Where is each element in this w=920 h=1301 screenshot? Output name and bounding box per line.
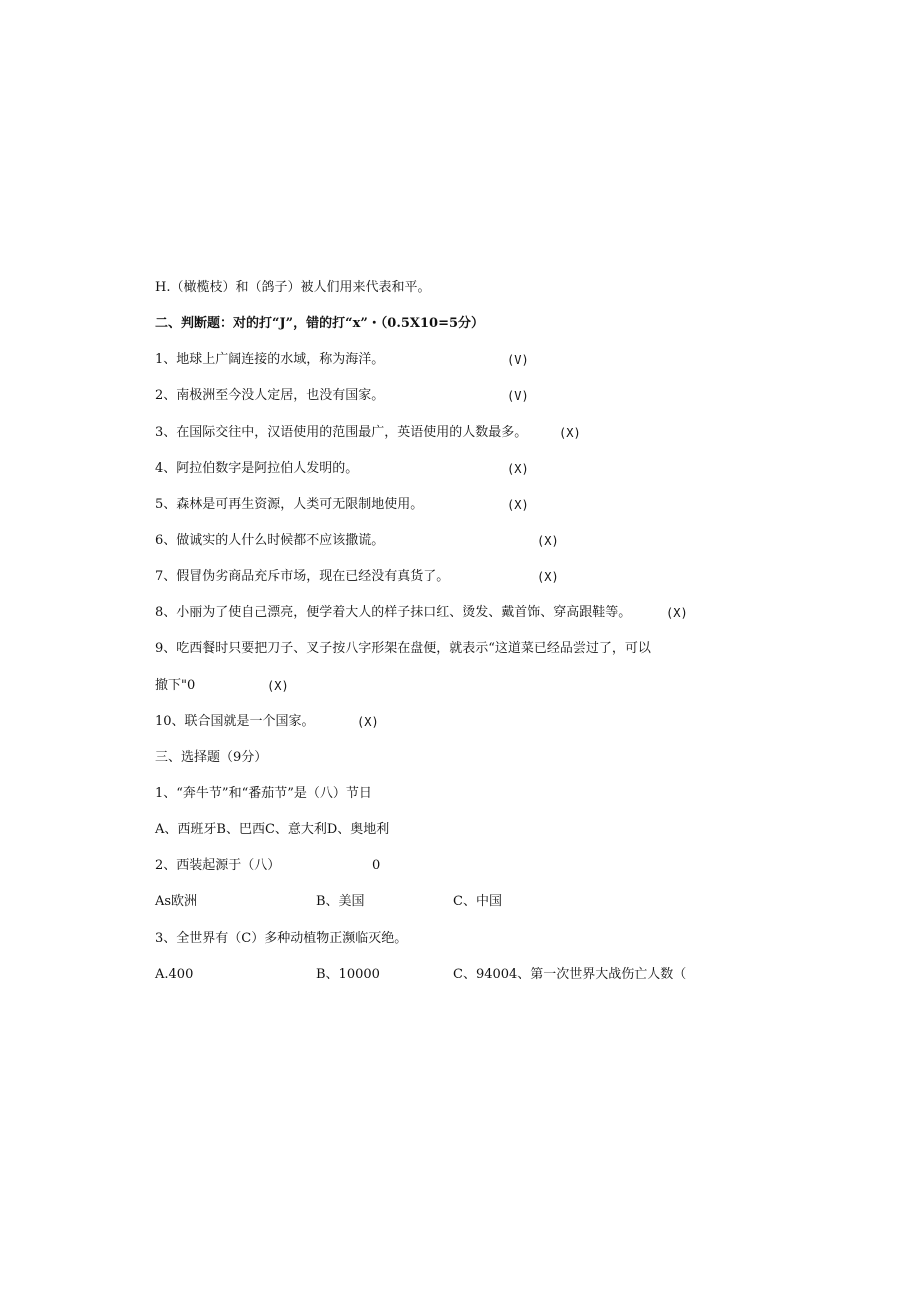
question-h: H.（橄榄枝）和（鸽子）被人们用来代表和平。: [155, 280, 431, 295]
judge-item-4: 4、阿拉伯数字是阿拉伯人发明的。: [155, 461, 359, 476]
judge-item-8: 8、小丽为了使自己漂亮，便学着大人的样子抹口红、烫发、戴首饰、穿高跟鞋等。: [155, 605, 632, 620]
judge-answer-5: (X): [507, 498, 529, 512]
choice-option-3c: C、94004、第一次世界大战伤亡人数（: [453, 967, 687, 982]
choice-question-2: 2、西装起源于（八）: [155, 858, 281, 873]
judge-answer-7: (X): [537, 570, 559, 584]
choice-option-2c: C、中国: [453, 894, 502, 909]
choice-option-2a: As欧洲: [155, 894, 198, 909]
judge-item-7: 7、假冒伪劣商品充斥市场，现在已经没有真货了。: [155, 569, 450, 584]
judge-item-2: 2、南极洲至今没人定居，也没有国家。: [155, 388, 385, 403]
choice-question-1: 1、“奔牛节”和“番茄节”是（八）节日: [155, 786, 372, 801]
choice-question-2-tail: 0: [372, 858, 381, 873]
judge-answer-2: (V): [507, 389, 529, 403]
judge-item-5: 5、森林是可再生资源，人类可无限制地使用。: [155, 497, 424, 512]
judge-answer-4: (X): [507, 462, 529, 476]
judge-answer-9: (X): [267, 679, 289, 693]
choice-option-2b: B、美国: [316, 894, 365, 909]
judge-answer-6: (X): [537, 534, 559, 548]
section2-title: 二、判断题：对的打“J”，错的打“x”・（0.5X10=5分）: [155, 316, 485, 331]
judge-item-10: 10、联合国就是一个国家。: [155, 714, 315, 729]
judge-item-9-cont: 撤下"0: [155, 678, 196, 693]
choice-option-3b: B、10000: [316, 967, 380, 982]
judge-item-9: 9、吃西餐时只要把刀子、叉子按八字形架在盘便，就表示“这道菜已经品尝过了，可以: [155, 641, 651, 656]
judge-answer-8: (X): [666, 606, 688, 620]
choice-question-3: 3、全世界有（C）多种动植物正濒临灭绝。: [155, 931, 408, 946]
judge-answer-1: (V): [507, 353, 529, 367]
judge-item-3: 3、在国际交往中，汉语使用的范围最广，英语使用的人数最多。: [155, 425, 528, 440]
choice-option-3a: A.400: [155, 967, 194, 982]
choice-options-1: A、西班牙B、巴西C、意大利D、奥地利: [155, 822, 390, 837]
judge-answer-10: (X): [357, 715, 379, 729]
judge-item-6: 6、做诚实的人什么时候都不应该撒谎。: [155, 533, 385, 548]
section3-title: 三、选择题（9分）: [155, 750, 268, 765]
judge-answer-3: (X): [559, 426, 581, 440]
judge-item-1: 1、地球上广阔连接的水域，称为海洋。: [155, 352, 385, 367]
